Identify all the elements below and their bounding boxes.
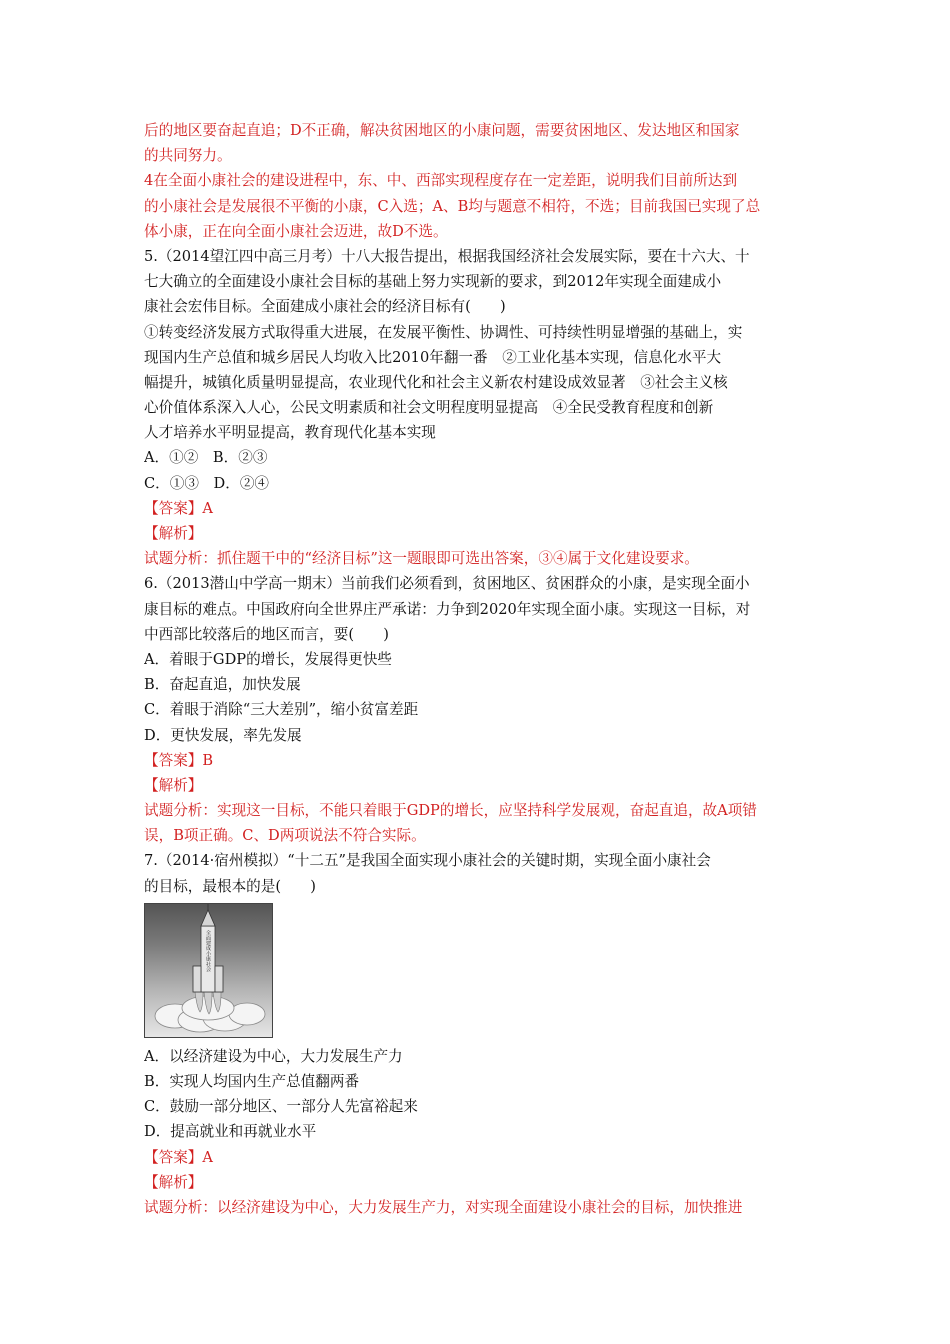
- option-a: A．以经济建设为中心，大力发展生产力: [144, 1047, 403, 1065]
- explanation-line: 体小康，正在向全面小康社会迈进，故D不选。: [144, 222, 448, 240]
- question-stem-line: 7.（2014·宿州模拟）“十二五”是我国全面实现小康社会的关键时期，实现全面小康社会: [144, 852, 711, 870]
- answer-label: 【答案】B: [144, 751, 214, 769]
- question-stem-line: 现国内生产总值和城乡居民人均收入比2010年翻一番 ②工业化基本实现，信息化水平大: [144, 348, 722, 366]
- question-5: [144, 244, 812, 571]
- analysis-line: 试题分析：以经济建设为中心，大力发展生产力，对实现全面建设小康社会的目标，加快推进: [144, 1198, 743, 1216]
- question-stem-line: 6.（2013潜山中学高一期末）当前我们必须看到，贫困地区、贫困群众的小康，是实现全面小: [144, 575, 750, 593]
- analysis-heading: 【解析】: [144, 1173, 203, 1191]
- analysis-line: 试题分析：实现这一目标，不能只着眼于GDP的增长，应坚持科学发展观，奋起直追，故A项错: [144, 802, 757, 820]
- question-stem-line: 人才培养水平明显提高，教育现代化基本实现: [144, 424, 436, 442]
- question-stem-line: 康目标的难点。中国政府向全世界庄严承诺：力争到2020年实现全面小康。实现这一目标，对: [144, 600, 751, 618]
- option-d: D．更快发展，率先发展: [144, 726, 302, 744]
- analysis-heading: 【解析】: [144, 776, 203, 794]
- answer-label: 【答案】A: [144, 1148, 213, 1166]
- explanation-line: 的共同努力。: [144, 147, 232, 165]
- explanation-line: 的小康社会是发展很不平衡的小康，C入选；A、B均与题意不相符，不选；目前我国已实现了总: [144, 197, 761, 215]
- question-7: [144, 848, 812, 1220]
- rocket-cartoon-image: [144, 903, 273, 1038]
- question-stem-line: 七大确立的全面建设小康社会目标的基础上努力实现新的要求，到2012年实现全面建成小: [144, 273, 722, 291]
- rocket-illustration: [145, 904, 272, 1037]
- question-stem-line: 的目标，最根本的是( ): [144, 877, 316, 895]
- answer-label: 【答案】A: [144, 499, 213, 517]
- document-content: [144, 118, 812, 1220]
- question-stem-line: 中西部比较落后的地区而言，要( ): [144, 625, 389, 643]
- question-stem-line: ①转变经济发展方式取得重大进展，在发展平衡性、协调性、可持续性明显增强的基础上，实: [144, 323, 743, 341]
- analysis-heading: 【解析】: [144, 525, 203, 542]
- question-stem-line: 心价值体系深入人心，公民文明素质和社会文明程度明显提高 ④全民受教育程度和创新: [144, 399, 714, 417]
- rocket-label: 全面建成小康社会: [205, 929, 211, 972]
- question-stem-line: 康社会宏伟目标。全面建成小康社会的经济目标有( ): [144, 298, 506, 316]
- question-6: [144, 571, 812, 848]
- question-stem-line: 5.（2014望江四中高三月考）十八大报告提出，根据我国经济社会发展实际，要在十六大、十: [144, 247, 750, 265]
- question-stem-line: 幅提升，城镇化质量明显提高，农业现代化和社会主义新农村建设成效显著 ③社会主义核: [144, 373, 728, 391]
- analysis-line: 试题分析：抓住题干中的“经济目标”这一题眼即可选出答案，③④属于文化建设要求。: [144, 550, 699, 568]
- explanation-line: 4在全面小康社会的建设进程中，东、中、西部实现程度存在一定差距，说明我们目前所达到: [144, 172, 738, 190]
- option-c: C．鼓励一部分地区、一部分人先富裕起来: [144, 1098, 418, 1116]
- option-line: A．①② B．②③: [144, 449, 268, 467]
- analysis-line: 误，B项正确。C、D两项说法不符合实际。: [144, 827, 426, 845]
- explanation-line: 后的地区要奋起直追；D不正确，解决贫困地区的小康问题，需要贫困地区、发达地区和国家: [144, 122, 740, 139]
- option-line: C．①③ D．②④: [144, 474, 270, 492]
- option-a: A．着眼于GDP的增长，发展得更快些: [144, 650, 393, 668]
- option-d: D．提高就业和再就业水平: [144, 1123, 317, 1141]
- option-c: C．着眼于消除“三大差别”，缩小贫富差距: [144, 701, 419, 719]
- option-b: B．实现人均国内生产总值翻两番: [144, 1073, 360, 1090]
- option-b: B．奋起直追，加快发展: [144, 676, 301, 694]
